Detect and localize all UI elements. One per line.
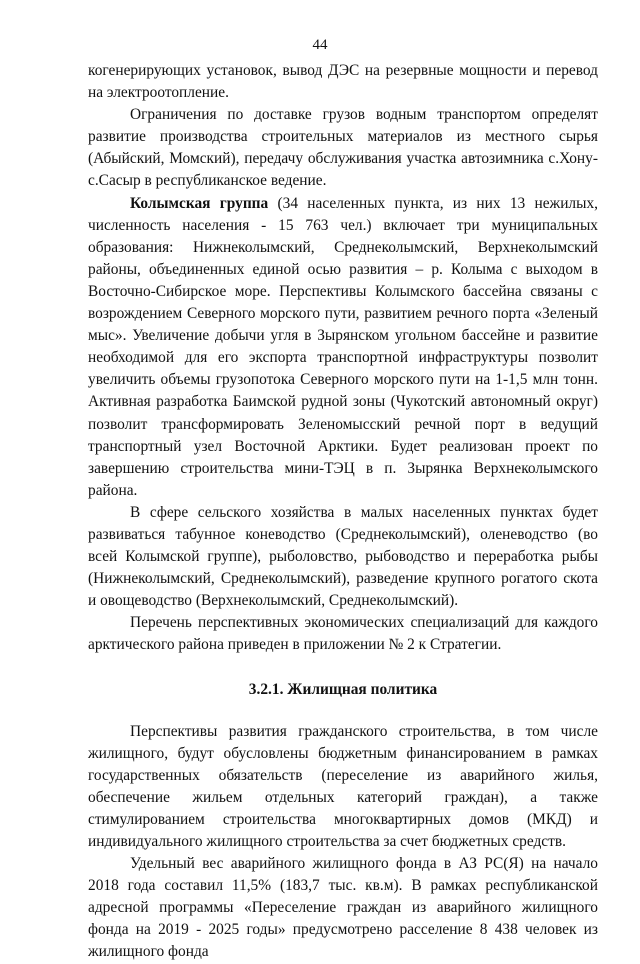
page-body (88, 60, 598, 964)
section-title: 3.2.1. Жилищная политика (248, 680, 438, 698)
paragraph-kolyma-group (88, 193, 598, 502)
page-number: 44 (312, 37, 328, 53)
paragraph-emergency-housing: Удельный вес аварийного жилищного фонда в АЗ РС(Я) на начало 2018 года составил 11,5% (183,7 тыс. кв.м). В рамках республиканской адресной программы «Переселение граждан из аварийного жилищного фонда на 2019 - 2025 годы» предусмотрено расселение 8 438 человек из жилищного фонда (88, 855, 598, 961)
paragraph-transport-limits: Ограничения по доставке грузов водным транспортом определят развитие производства строительных материалов из местного сырья (Абыйский, Момский), передачу обслуживания участка автозимника с.Хону-с.Сасыр в республиканское ведение. (88, 106, 598, 190)
paragraph-specializations: Перечень перспективных экономических специализаций для каждого арктического района приведен в приложении № 2 к Стратегии. (88, 614, 598, 654)
paragraph-continuation: когенерирующих установок, вывод ДЭС на резервные мощности и перевод на электроотопление. (88, 62, 598, 102)
paragraph-lead-kolyma: Колымская группа (130, 194, 269, 212)
paragraph-agriculture: В сфере сельского хозяйства в малых населенных пунктах будет развиваться табунное коневодство (Среднеколымский), оленеводство (во всей Колымской группе), рыболовство, рыбоводство и переработка рыбы (Нижнеколымский, Среднеколымский), разведение крупного рогатого скота и овощеводство (Верхнеколымский, Среднеколымский). (88, 503, 598, 610)
paragraph-kolyma-text: (34 населенных пункта, из них 13 нежилых, численность населения - 15 763 чел.) включает три муниципальных образования: Нижнеколымский, Среднеколымский, Верхнеколымский районы, объединенных единой осью развития – р. Колыма с выходом в Восточно-Сибирское море. Перспективы Колымского бассейна связаны с возрождением Северного морского пути, развитием речного порта «Зеленый мыс». Увеличение добычи угля в Зырянском угольном бассейне и развитие необходимой для его экспорта транспортной инфраструктуры позволит увеличить объемы грузопотока Северного морского пути на 1-1,5 млн тонн. Активная разработка Баимской рудной зоны (Чукотский автономный округ) позволит трансформировать Зеленомысский речной порт в ведущий транспортный узел Восточной Арктики. Будет реализован проект по завершению строительства мини-ТЭЦ в п. Зырянка Верхнеколымского района. (88, 194, 598, 499)
paragraph-housing-outlook: Перспективы развития гражданского строительства, в том числе жилищного, будут обусловлены бюджетным финансированием в рамках государственных обязательств (переселение из аварийного жилья, обеспечение жильем отдельных категорий граждан), а также стимулированием строительства многоквартирных домов (МКД) и индивидуального жилищного строительства за счет бюджетных средств. (88, 722, 598, 850)
